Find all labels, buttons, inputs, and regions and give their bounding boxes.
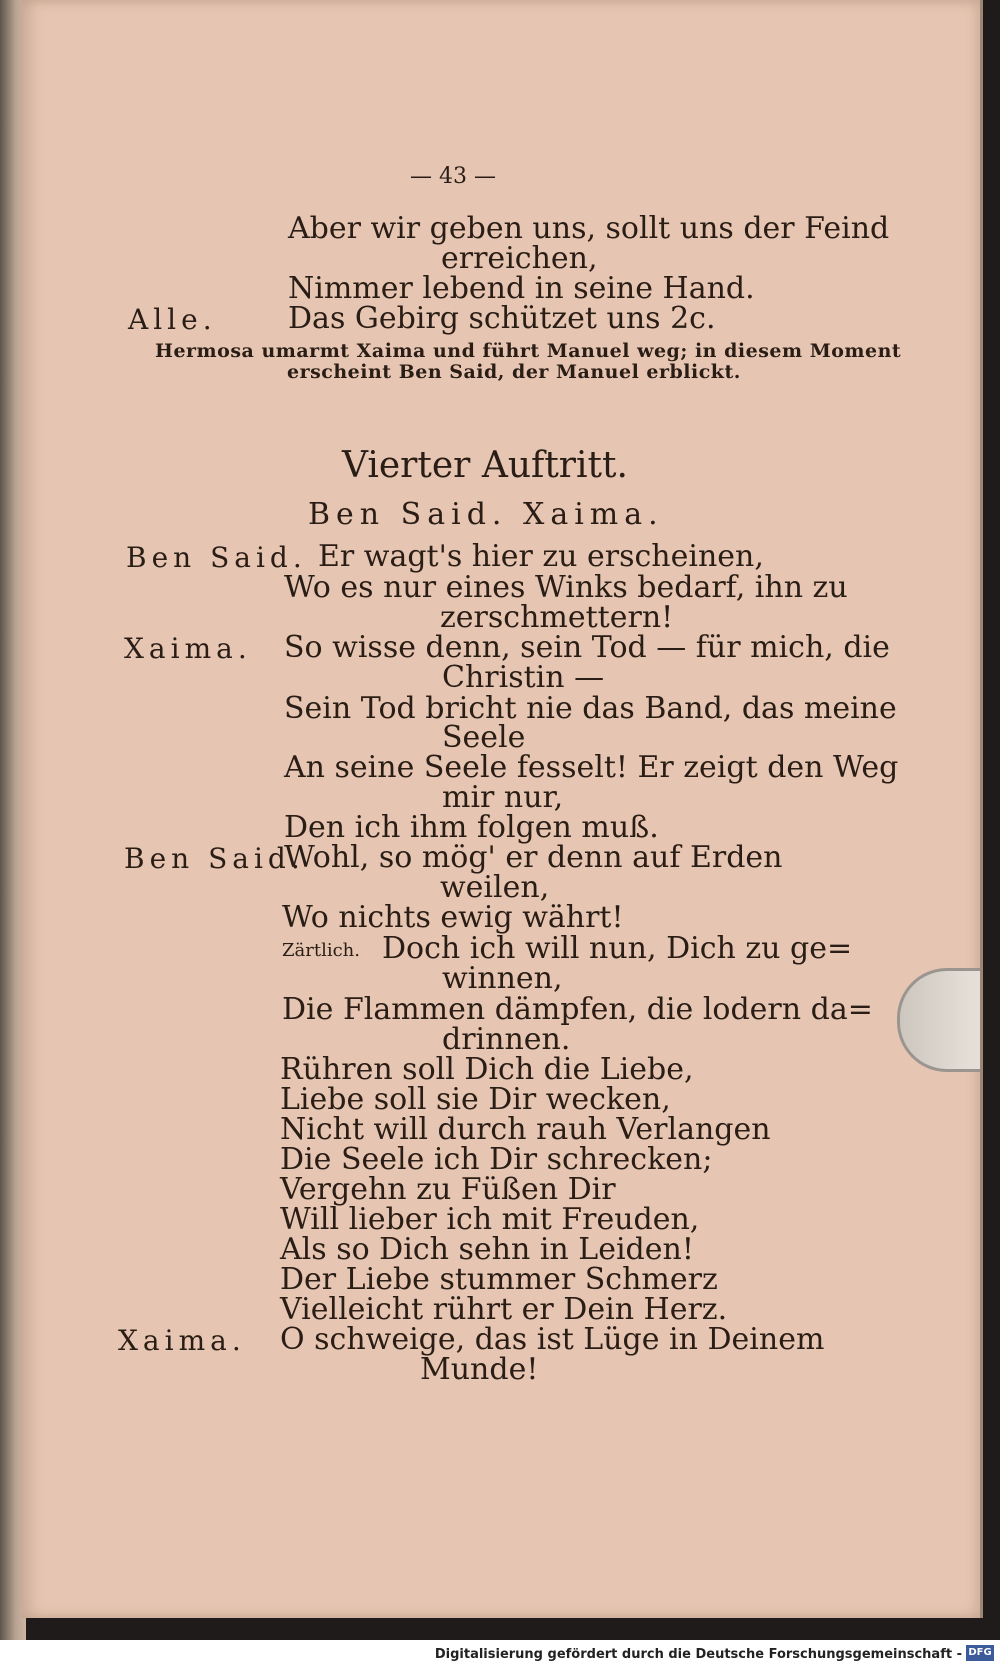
verse-line: Munde!	[420, 1352, 539, 1387]
verse-line: An seine Seele fesselt! Er zeigt den Weg	[284, 750, 899, 785]
verse-line: Wo nichts ewig währt!	[282, 900, 624, 935]
verse-line: Sein Tod bricht nie das Band, das meine	[284, 691, 897, 726]
speaker-name: Xaima.	[118, 1324, 246, 1357]
page-number: — 43 —	[410, 164, 496, 189]
verse-line: Rühren soll Dich die Liebe,	[280, 1052, 694, 1087]
dfg-logo: DFG	[966, 1645, 994, 1661]
footer-bar	[0, 1640, 1000, 1668]
verse-line: Die Seele ich Dir schrecken;	[280, 1142, 713, 1177]
verse-line: O schweige, das ist Lüge in Deinem	[280, 1322, 825, 1357]
verse-line: Der Liebe stummer Schmerz	[280, 1262, 718, 1297]
verse-line: Den ich ihm folgen muß.	[284, 810, 659, 845]
verse-line: Aber wir geben uns, sollt uns der Feind	[288, 211, 890, 246]
stage-direction: erscheint Ben Said, der Manuel erblickt.	[287, 361, 741, 383]
verse-line: drinnen.	[442, 1022, 571, 1057]
verse-line: mir nur,	[442, 780, 564, 815]
verse-line: Das Gebirg schützet uns 2c.	[288, 301, 716, 336]
verse-line: Nicht will durch rauh Verlangen	[280, 1112, 771, 1147]
speaker-name: Ben Said.	[126, 541, 307, 574]
scene-heading: Vierter Auftritt.	[342, 445, 628, 486]
verse-line: Liebe soll sie Dir wecken,	[280, 1082, 671, 1117]
verse-line: Als so Dich sehn in Leiden!	[280, 1232, 694, 1267]
verse-line: Vergehn zu Füßen Dir	[280, 1172, 616, 1207]
verse-line: Nimmer lebend in seine Hand.	[288, 271, 755, 306]
scene-cast: Ben Said. Xaima.	[308, 497, 664, 532]
verse-line: Doch ich will nun, Dich zu ge=	[382, 931, 853, 966]
verse-line: So wisse denn, sein Tod — für mich, die	[284, 630, 890, 665]
page-clip	[897, 968, 980, 1072]
speaker-name: Xaima.	[124, 632, 252, 665]
verse-line: Wo es nur eines Winks bedarf, ihn zu	[284, 570, 848, 605]
verse-line: Vielleicht rührt er Dein Herz.	[280, 1292, 728, 1327]
funding-credit: Digitalisierung gefördert durch die Deutsche Forschungsgemeinschaft -	[434, 1647, 962, 1662]
verse-line: Er wagt's hier zu erscheinen,	[318, 539, 764, 574]
verse-line: zerschmettern!	[440, 600, 674, 635]
verse-line: Christin —	[442, 660, 605, 695]
verse-line: Will lieber ich mit Freuden,	[280, 1202, 700, 1237]
speaker-name: Alle.	[128, 303, 217, 336]
stage-direction: Hermosa umarmt Xaima und führt Manuel weg; in diesem Moment	[155, 340, 902, 362]
verse-line: weilen,	[440, 870, 550, 905]
verse-line: Seele	[442, 720, 526, 755]
verse-line: erreichen,	[441, 241, 598, 276]
verse-line: Wohl, so mög' er denn auf Erden	[284, 840, 783, 875]
verse-line: winnen,	[442, 961, 563, 996]
speaker-name: Ben Said.	[124, 842, 305, 875]
stage-direction: Zärtlich.	[282, 940, 360, 961]
verse-line: Die Flammen dämpfen, die lodern da=	[282, 992, 873, 1027]
